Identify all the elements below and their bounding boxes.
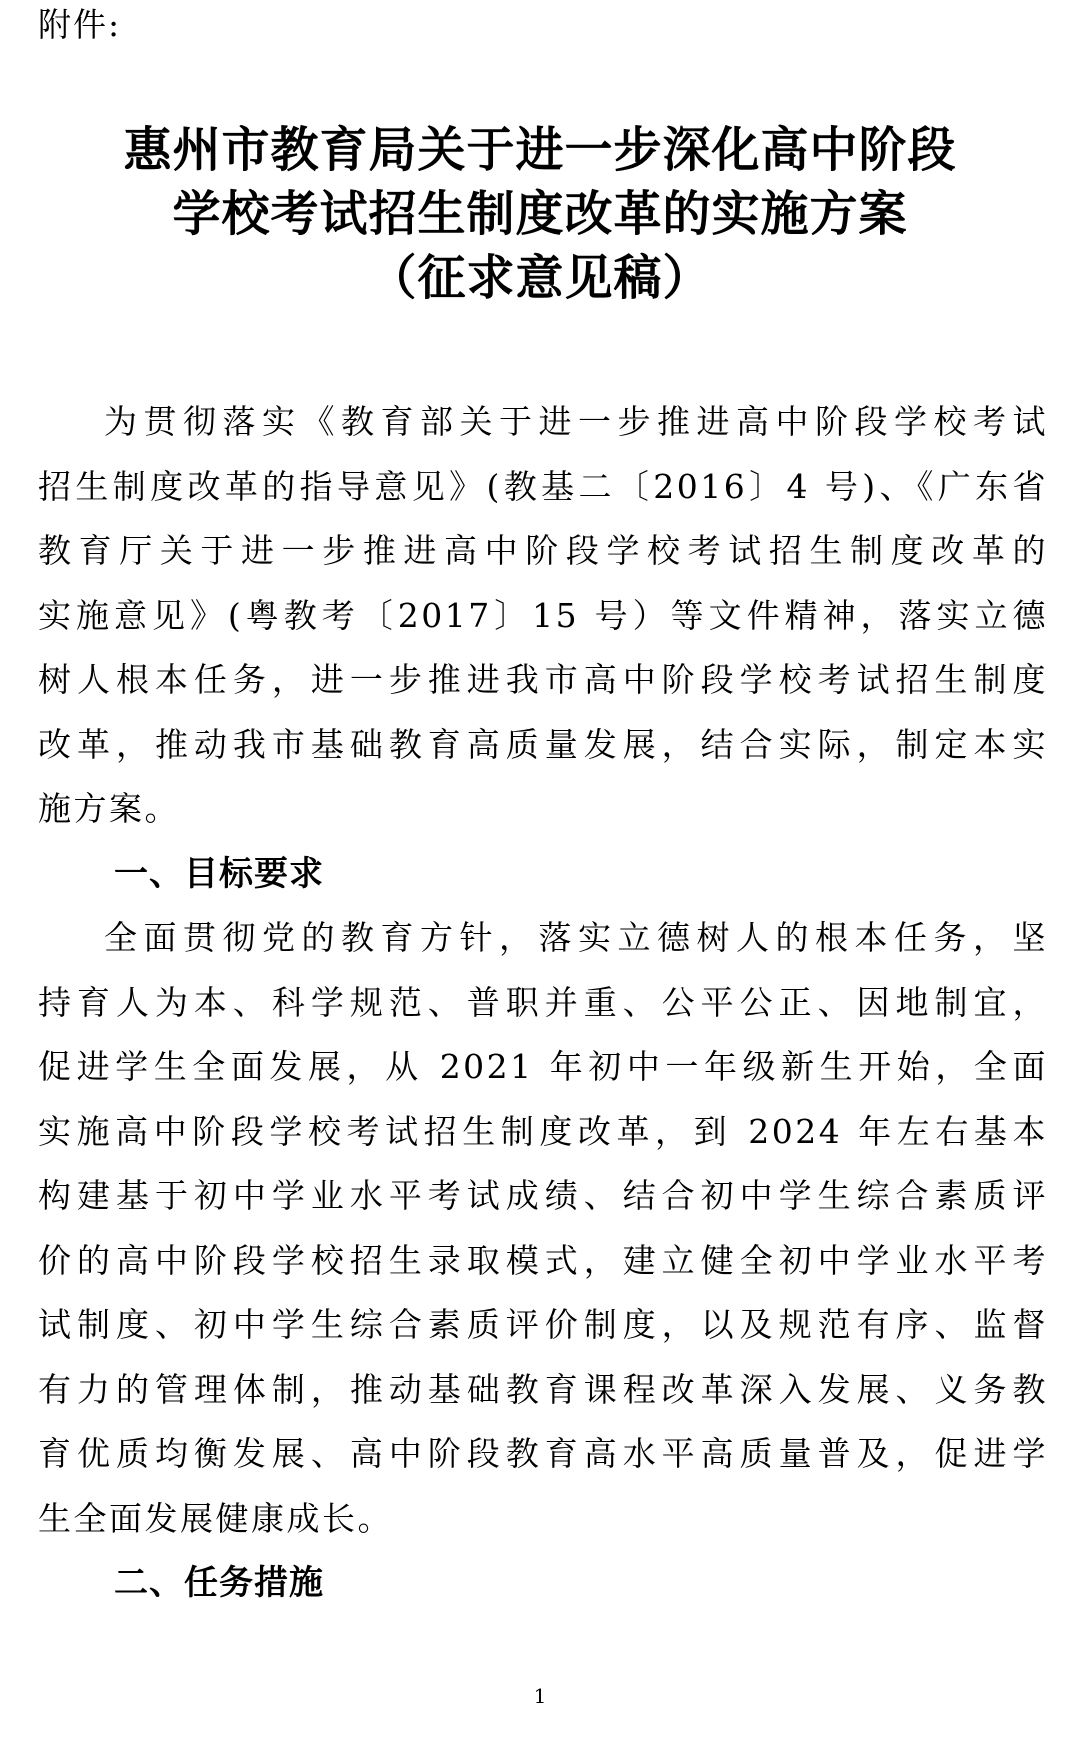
section-1-line: 育优质均衡发展、高中阶段教育高水平高质量普及，促进学 — [38, 1434, 1048, 1473]
section-1-line: 持育人为本、科学规范、普职并重、公平公正、因地制宜， — [38, 982, 1048, 1022]
section-1-line: 构建基于初中学业水平考试成绩、结合初中学生综合素质评 — [38, 1176, 1048, 1215]
title-line-1: 惠州市教育局关于进一步深化高中阶段 — [123, 122, 957, 178]
section-1-line: 全面贯彻党的教育方针，落实立德树人的根本任务，坚 — [104, 918, 1048, 957]
document-title — [0, 118, 1080, 310]
title-line-3: （征求意见稿） — [368, 250, 712, 306]
section-2-heading: 二、任务措施 — [114, 1563, 324, 1603]
intro-paragraph — [38, 390, 1048, 842]
intro-line: 树人根本任务，进一步推进我市高中阶段学校考试招生制度 — [38, 660, 1048, 699]
intro-line: 施方案。 — [38, 789, 180, 828]
title-line-2: 学校考试招生制度改革的实施方案 — [172, 186, 908, 242]
section-1-line: 生全面发展健康成长。 — [38, 1498, 393, 1538]
document-body — [38, 390, 1048, 1616]
intro-line: 实施意见》(粤教考〔2017〕15 号）等文件精神，落实立德 — [38, 595, 1048, 635]
section-1-heading: 一、目标要求 — [114, 853, 324, 894]
section-1-line: 促进学生全面发展，从 2021 年初中一年级新生开始，全面 — [38, 1047, 1048, 1086]
intro-line: 为贯彻落实《教育部关于进一步推进高中阶段学校考试 — [104, 402, 1048, 441]
intro-line: 教育厅关于进一步推进高中阶段学校考试招生制度改革的 — [38, 531, 1048, 570]
attachment-label: 附件: — [38, 5, 122, 44]
intro-line: 招生制度改革的指导意见》(教基二〔2016〕4 号)、《广东省 — [38, 466, 1048, 506]
section-1-line: 有力的管理体制，推动基础教育课程改革深入发展、义务教 — [38, 1369, 1048, 1409]
section-1-line: 价的高中阶段学校招生录取模式，建立健全初中学业水平考 — [38, 1240, 1048, 1280]
section-1-line: 试制度、初中学生综合素质评价制度，以及规范有序、监督 — [38, 1305, 1048, 1344]
intro-line: 改革，推动我市基础教育高质量发展，结合实际，制定本实 — [38, 724, 1048, 764]
page-number: 1 — [533, 1684, 547, 1708]
section-1-line: 实施高中阶段学校考试招生制度改革，到 2024 年左右基本 — [38, 1111, 1048, 1151]
section-1-paragraph — [38, 906, 1048, 1551]
